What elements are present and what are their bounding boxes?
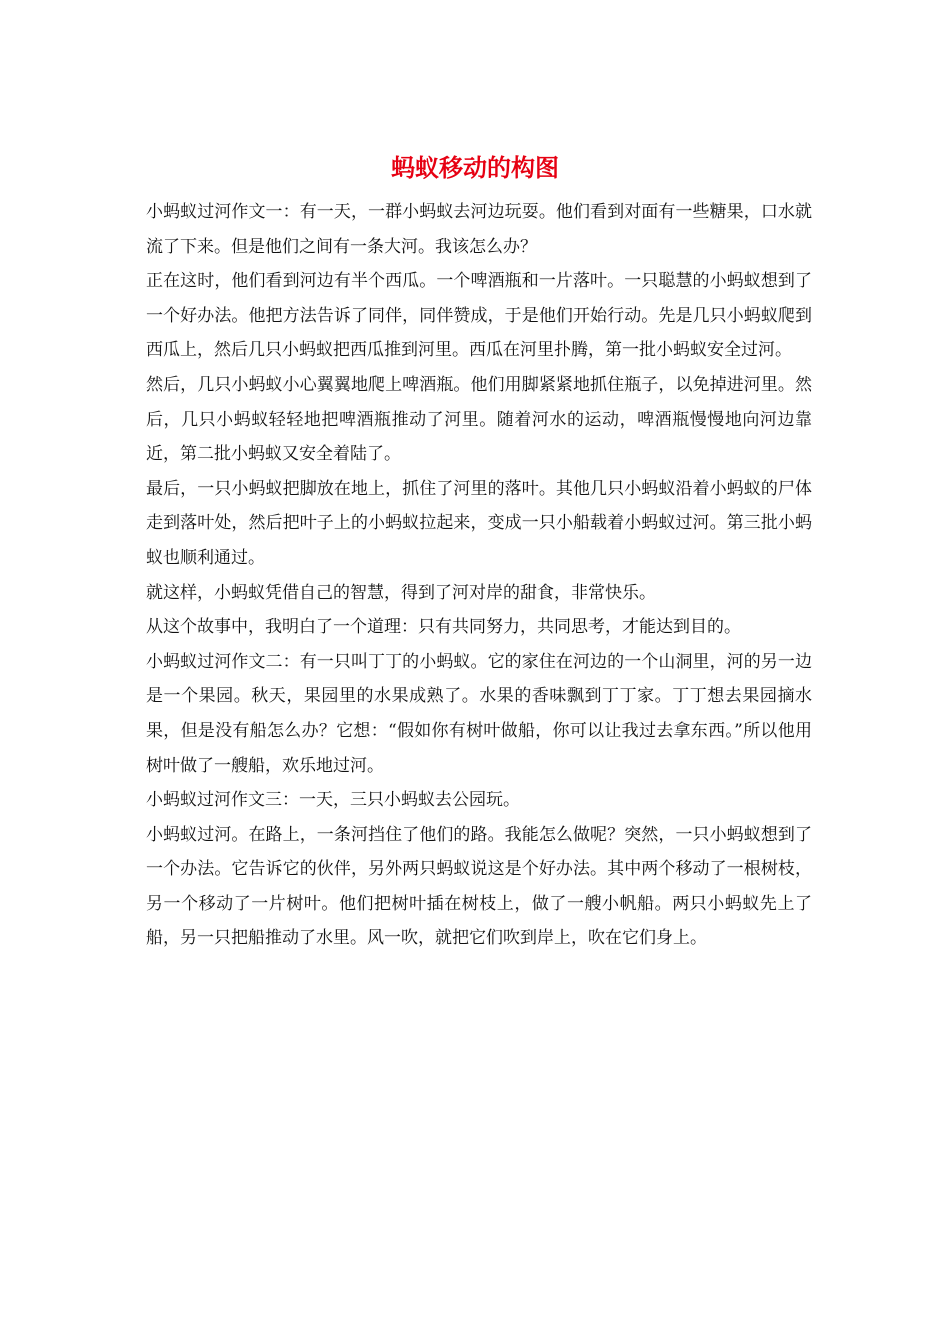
paragraph-7: 小蚂蚁过河作文二：有一只叫丁丁的小蚂蚁。它的家住在河边的一个山洞里，河的另一边是一个果园。秋天，果园里的水果成熟了。水果的香味飘到丁丁家。丁丁想去果园摘水果，但是没有船怎么办？它想：“假如你有树叶做船，你可以让我过去拿东西。”所以他用树叶做了一艘船，欢乐地过河。 (146, 651, 812, 776)
paragraph-5: 就这样，小蚂蚁凭借自己的智慧，得到了河对岸的甜食，非常快乐。 (146, 582, 656, 603)
paragraph-9: 小蚂蚁过河。在路上，一条河挡住了他们的路。我能怎么做呢？突然，一只小蚂蚁想到了一个办法。它告诉它的伙伴，另外两只蚂蚁说这是个好办法。其中两个移动了一根树枝，另一个移动了一片树叶。他们把树叶插在树枝上，做了一艘小帆船。两只小蚂蚁先上了船，另一只把船推动了水里。风一吹，就把它们吹到岸上，吹在它们身上。 (146, 824, 812, 949)
paragraph-4: 最后，一只小蚂蚁把脚放在地上，抓住了河里的落叶。其他几只小蚂蚁沿着小蚂蚁的尸体走到落叶处，然后把叶子上的小蚂蚁拉起来，变成一只小船载着小蚂蚁过河。第三批小蚂蚁也顺利通过。 (146, 478, 812, 568)
paragraph-2: 正在这时，他们看到河边有半个西瓜。一个啤酒瓶和一片落叶。一只聪慧的小蚂蚁想到了一个好办法。他把方法告诉了同伴，同伴赞成，于是他们开始行动。先是几只小蚂蚁爬到西瓜上，然后几只小蚂蚁把西瓜推到河里。西瓜在河里扑腾，第一批小蚂蚁安全过河。 (146, 271, 812, 361)
paragraph-1: 小蚂蚁过河作文一：有一天，一群小蚂蚁去河边玩耍。他们看到对面有一些糖果，口水就流了下来。但是他们之间有一条大河。我该怎么办？ (146, 202, 812, 257)
document-body (146, 195, 812, 956)
paragraph-6: 从这个故事中，我明白了一个道理：只有共同努力，共同思考，才能达到目的。 (146, 617, 741, 638)
document-title: 蚂蚁移动的构图 (391, 153, 559, 182)
paragraph-3: 然后，几只小蚂蚁小心翼翼地爬上啤酒瓶。他们用脚紧紧地抓住瓶子，以免掉进河里。然后，几只小蚂蚁轻轻地把啤酒瓶推动了河里。随着河水的运动，啤酒瓶慢慢地向河边靠近，第二批小蚂蚁又安全着陆了。 (146, 374, 812, 465)
paragraph-8: 小蚂蚁过河作文三：一天，三只小蚂蚁去公园玩。 (146, 790, 520, 811)
